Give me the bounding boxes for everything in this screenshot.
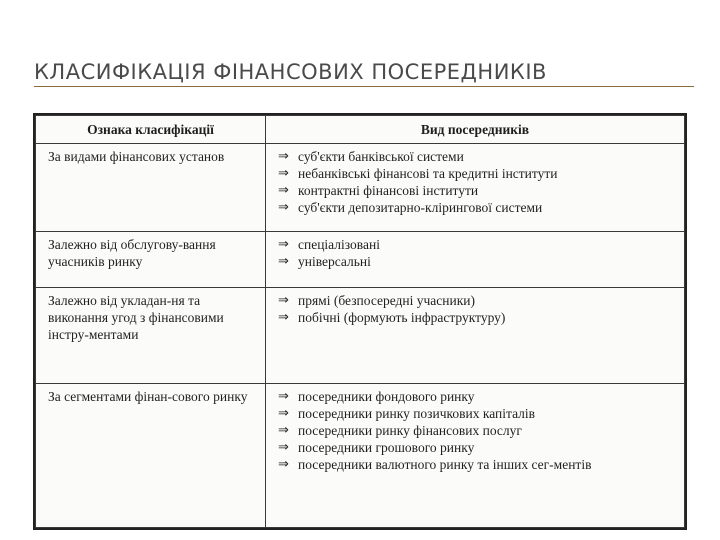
double-arrow-right-icon: ⇒ [278, 166, 289, 181]
list-item [278, 148, 676, 165]
list-item-text: суб'єкти банківської системи [298, 149, 464, 164]
header-intermediary-type: Вид посередників [266, 116, 685, 144]
types-list [278, 148, 676, 216]
criterion-cell: Залежно від обслугову-вання учасників ринку [36, 232, 266, 288]
list-item [278, 292, 676, 309]
title-underline [34, 86, 694, 87]
double-arrow-right-icon: ⇒ [278, 389, 289, 404]
list-item-text: небанківські фінансові та кредитні інститути [298, 166, 558, 181]
header-criterion: Ознака класифікації [36, 116, 266, 144]
table-row [36, 232, 685, 288]
double-arrow-right-icon: ⇒ [278, 310, 289, 325]
types-list [278, 388, 676, 473]
table-row [36, 288, 685, 384]
list-item-text: універсальні [298, 254, 371, 269]
list-item-text: посередники ринку фінансових послуг [298, 423, 522, 438]
double-arrow-right-icon: ⇒ [278, 254, 289, 269]
double-arrow-right-icon: ⇒ [278, 237, 289, 252]
slide-title: КЛАСИФІКАЦІЯ ФІНАНСОВИХ ПОСЕРЕДНИКІВ [34, 60, 547, 84]
double-arrow-right-icon: ⇒ [278, 183, 289, 198]
list-item-text: посередники грошового ринку [298, 440, 475, 455]
list-item [278, 439, 676, 456]
table-row [36, 144, 685, 232]
double-arrow-right-icon: ⇒ [278, 200, 289, 215]
double-arrow-right-icon: ⇒ [278, 440, 289, 455]
table-row [36, 384, 685, 528]
list-item-text: контрактні фінансові інститути [298, 183, 479, 198]
double-arrow-right-icon: ⇒ [278, 423, 289, 438]
list-item [278, 388, 676, 405]
types-cell [266, 144, 685, 232]
list-item-text: посередники валютного ринку та інших сег-ментів [298, 457, 592, 472]
types-list [278, 292, 676, 326]
double-arrow-right-icon: ⇒ [278, 293, 289, 308]
classification-table [35, 115, 685, 528]
list-item [278, 182, 676, 199]
double-arrow-right-icon: ⇒ [278, 457, 289, 472]
list-item [278, 253, 676, 270]
list-item-text: спеціалізовані [298, 237, 380, 252]
list-item-text: суб'єкти депозитарно-клірингової системи [298, 200, 543, 215]
list-item [278, 405, 676, 422]
list-item [278, 165, 676, 182]
table-header-row [36, 116, 685, 144]
list-item [278, 236, 676, 253]
types-cell [266, 288, 685, 384]
double-arrow-right-icon: ⇒ [278, 406, 289, 421]
list-item [278, 199, 676, 216]
criterion-cell: За видами фінансових установ [36, 144, 266, 232]
criterion-cell: За сегментами фінан-сового ринку [36, 384, 266, 528]
list-item-text: прямі (безпосередні учасники) [298, 293, 476, 308]
list-item-text: посередники ринку позичкових капіталів [298, 406, 536, 421]
list-item [278, 422, 676, 439]
list-item [278, 456, 676, 473]
list-item-text: посередники фондового ринку [298, 389, 475, 404]
list-item-text: побічні (формують інфраструктуру) [298, 310, 506, 325]
types-cell [266, 384, 685, 528]
list-item [278, 309, 676, 326]
criterion-cell: Залежно від укладан-ня та виконання угод з фінансовими інстру-ментами [36, 288, 266, 384]
classification-table-container [33, 113, 687, 530]
types-cell [266, 232, 685, 288]
types-list [278, 236, 676, 270]
double-arrow-right-icon: ⇒ [278, 149, 289, 164]
